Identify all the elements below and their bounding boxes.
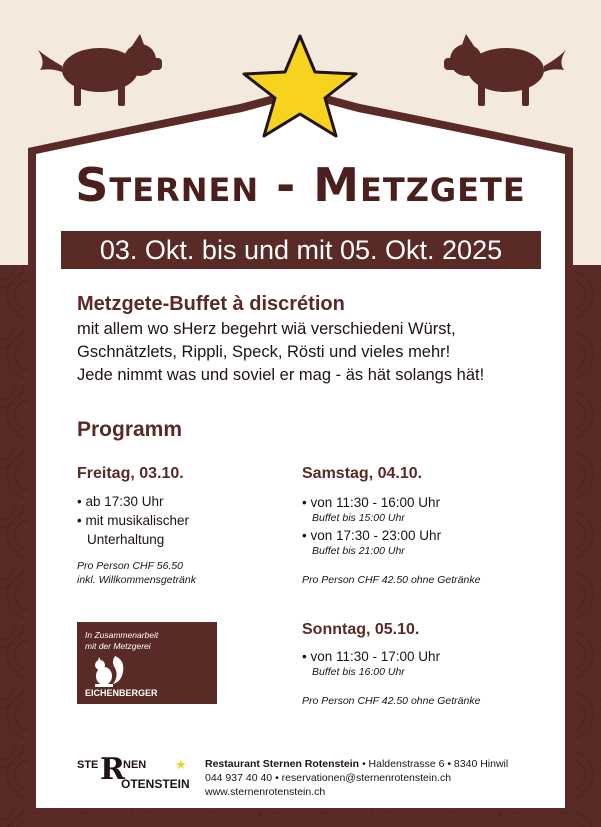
logo-star-icon: ★: [175, 757, 187, 772]
partner-line: mit der Metzgerei: [85, 641, 151, 651]
logo: [77, 752, 197, 795]
partner-brand: EICHENBERGER: [85, 688, 158, 698]
sunday-note-1: Buffet bis 16:00 Uhr: [312, 666, 405, 678]
friday-price: [77, 559, 196, 587]
footer-name: Restaurant Sternen Rotenstein: [205, 758, 360, 770]
list-item: Unterhaltung: [87, 532, 165, 547]
sunday-price: Pro Person CHF 42.50 ohne Getränke: [302, 695, 481, 707]
saturday-note-2: Buffet bis 21:00 Uhr: [312, 545, 405, 557]
footer-contact-line[interactable]: 044 937 40 40 • reservationen@sternenrotenstein.ch: [205, 772, 452, 784]
programm-heading: Programm: [77, 418, 183, 441]
squirrel-icon: [89, 654, 125, 688]
logo-big-r: R: [100, 752, 125, 787]
saturday-item-1: • von 11:30 - 16:00 Uhr: [302, 495, 441, 510]
partner-box: [77, 622, 217, 704]
buffet-line: Jede nimmt was und soviel er mag - äs hät solangs hät!: [77, 366, 485, 384]
footer-contact: [205, 757, 508, 799]
friday-items: [77, 492, 189, 549]
pig-right-icon: [444, 34, 566, 106]
list-item: • mit musikalischer: [77, 513, 189, 528]
footer-website[interactable]: www.sternenrotenstein.ch: [205, 786, 326, 798]
saturday-item-2: • von 17:30 - 23:00 Uhr: [302, 528, 442, 543]
partner-line: In Zusammenarbeit: [85, 630, 159, 640]
friday-heading: Freitag, 03.10.: [77, 465, 184, 482]
date-banner: 03. Okt. bis und mit 05. Okt. 2025: [61, 231, 541, 269]
saturday-price: Pro Person CHF 42.50 ohne Getränke: [302, 574, 481, 586]
buffet-description: [77, 318, 484, 387]
footer-address: • Haldenstrasse 6 • 8340 Hinwil: [359, 758, 509, 770]
buffet-line: Gschnätzlets, Rippli, Speck, Rösti und vieles mehr!: [77, 343, 451, 361]
list-item: • ab 17:30 Uhr: [77, 494, 164, 509]
logo-text-top-right: NEN: [123, 759, 147, 771]
sunday-heading: Sonntag, 05.10.: [302, 621, 420, 638]
logo-text-top: STE: [77, 759, 99, 771]
pig-left-icon: [38, 34, 162, 106]
price-line: Pro Person CHF 56.50: [77, 560, 184, 572]
sunday-item-1: • von 11:30 - 17:00 Uhr: [302, 649, 441, 664]
price-line: inkl. Willkommensgetränk: [77, 574, 196, 586]
logo-text-bottom: OTENSTEIN: [121, 777, 190, 791]
buffet-heading: Metzgete-Buffet à discrétion: [77, 293, 345, 315]
saturday-heading: Samstag, 04.10.: [302, 465, 423, 482]
buffet-line: mit allem wo sHerz begehrt wiä verschiedeni Würst,: [77, 320, 456, 338]
page-title: Sternen - Metzgete: [75, 158, 526, 212]
partner-text: [85, 630, 158, 652]
saturday-note-1: Buffet bis 15:00 Uhr: [312, 512, 405, 524]
